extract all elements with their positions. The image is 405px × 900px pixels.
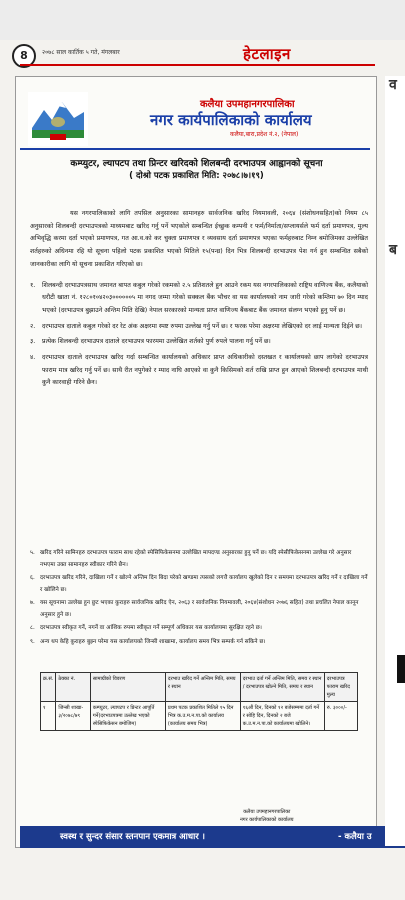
public-notice-box	[15, 76, 377, 848]
footer-banner	[20, 826, 405, 848]
tender-schedule-table	[40, 672, 358, 731]
footer-slogan: स्वस्थ र सुन्दर संसार स्तनपान एकमात्र आधार ।	[60, 832, 205, 842]
condition-item: ८. दरभाउपत्र स्वीकृत गर्ने, नगर्ने वा आंशिक रुपमा स्वीकृत गर्ने सम्पूर्ण अधिकार यस कार्यालयमा सुरक्षित रहने छ।	[30, 625, 262, 631]
table-header: दरभाउ खरिद गर्ने अन्तिम मिति, समय र स्थान	[165, 673, 240, 702]
condition-item: १. शिलबन्दी दरभाउपत्रसाथ जमानत बापत कबुल गरेको रकमको २.५ प्रतिशतले हुन आउने रकम यस नगरपालिकाको राष्ट्रिय वाणिज्य बैंक, कलैयाको धरौटी खाता नं. १२८०१०४२०३००००००५ मा नगद जम्मा गरेको सक्कल बैंक भौचर वा यस कार्यालयको नाम जारी गरेको कम्तिमा ७० दिन म्याद भएको (दरभाउपत्र बुझाउने अन्तिम मिति देखि) नेपाल सरकारको मान्यता प्राप्त वाणिज्य बैंकबाट बैंक जमानत संलग्न भएको हुनु पर्ने छ।	[30, 281, 368, 314]
table-cell: रु. ३०००/-	[324, 702, 357, 731]
table-cell: १	[41, 702, 56, 731]
table-header: क्र.सं.	[41, 673, 56, 702]
dateline: २०७८ साल कार्तिक ५ गते, मंगलबार	[42, 49, 120, 56]
notice-intro: यस नगरपालिकाको लागि तपसिल अनुसारका सामानहरु सार्वजनिक खरिद नियमावली, २०६४ (संशोधनसहित)को नियम ८५ अनुसारको शिलबन्दी दरभाउपत्रको माध्यमबाट खरिद गर्नु पर्ने भएकोले सम्बन्धित ईच्छुक कम्पनी र फर्म/निर्माता/सप्लायर्सले फर्म दर्ता प्रमाणपत्र, मुल्य अभिवृद्धि करमा दर्ता भएको प्रमाणपत्र, गत आ.व.को कर चुक्ता प्रमाणपत्र र व्यवसाय दर्ता प्रमाणपत्र भएका फर्महरुबाट निम्न बमोजिमका उल्लेखित शर्तहरुको अधिनमा रहि यो सूचना पहिलो पटक प्रकाशित भएको मितिले १५(पन्ध्र) दिन भित्र शिलबन्दी दरभाउपत्र पेश गर्न हुन सम्बन्धित सबैको जानकारीका लागि यो सूचना प्रकाशित गरिएको छ।	[30, 210, 368, 268]
adjacent-column-block	[397, 655, 405, 683]
condition-item: २. दरभाउपत्र दाताले कबुल गरेको दर रेट अंक अक्षरमा स्पष्ट रुपमा उल्लेख गर्नु पर्ने छ। र फरक परेमा अक्षरमा लेखिएको दर लाई मान्यता दिईने छ।	[30, 322, 363, 330]
table-cell: प्रथम पटक प्रकाशित मितिले १५ दिन भित्र क.उ.म.न.पा.को कार्यालय (कार्यालय समय भित्र)	[165, 702, 240, 731]
notice-subtitle: ( दोश्रो पटक प्रकाशित मिति: २०७८।७।१९)	[129, 171, 264, 181]
table-cell: जिन्सी शाखा- ३/२०७८/७९	[56, 702, 90, 731]
office-name: नगर कार्यपालिकाको कार्यालय	[150, 111, 312, 129]
table-header: सामाग्रीको विवरण	[90, 673, 165, 702]
table-row	[41, 702, 358, 731]
condition-item: ७. यस सूचनामा उल्लेख हुन छुट भएका कुराहरु सार्वजनिक खरिद ऐन, २०६३ र सार्वजनिक नियमावली, २०६४(संशोधन २०७६ सहित) तथा प्रचलित नेपाल कानून अनुसार हुने छ।	[30, 600, 359, 618]
condition-item: ९. अन्य थप केहि कुराहरु बुझ्न परेमा यस कार्यालयको जिन्सी शाखामा, कार्यालय समय भित्र सम्पर्क गर्न सकिने छ।	[30, 638, 266, 645]
notice-title: कम्प्युटर, ल्यापटप तथा प्रिन्टर खरिदको शिलबन्दी दरभाउपत्र आह्वानको सूचना	[70, 159, 323, 169]
footer-right-text: - कलैया उ	[338, 832, 372, 842]
table-cell: कम्प्युटर, ल्यापटप र प्रिन्टर आपूर्ति गर्ने(दरभाउपत्रमा उल्लेख भएको स्पेसिफिकेसन बमोजिम)	[90, 702, 165, 731]
table-header: ठेक्का नं.	[56, 673, 90, 702]
notice-body	[30, 208, 368, 393]
municipality-emblem-icon	[28, 92, 88, 146]
masthead-rule	[20, 64, 375, 66]
condition-item: ३. प्रत्येक शिलबन्दी दरभाउपत्र दाताले दरभाउपत्र फारममा उल्लेखित शर्तको पुर्ण रुपले पालना गर्नु पर्ने छ।	[30, 338, 271, 346]
table-cell: १६औं दिन, दिनको १२ बजेसम्ममा दर्ता गर्ने र सोहि दिन, दिनको २ बजे क.उ.म.न.पा.को कार्यालयमा खोलिने।	[240, 702, 324, 731]
adjacent-column-snippet: ब	[389, 242, 397, 258]
adjacent-column-heading: व	[389, 77, 397, 93]
table-header: दरभाउपत्र फाराम खरिद मुल्य	[324, 673, 357, 702]
signature-block: कलैया उपमहानगरपालिका नगर कार्यपालिकाको कार्यालय	[240, 809, 294, 823]
header-rule	[20, 148, 370, 150]
adjacent-column	[385, 76, 405, 846]
table-header: दरभाउ दर्ता गर्ने अन्तिम मिति, समय र स्थान / दरभाउपत्र खोल्ने मिति, समय र स्थान	[240, 673, 324, 702]
condition-item: ६. दरभाउपत्र खरिद गरिने, दाखिला गर्ने र खोल्ने अन्तिम दिन बिदा परेको खण्डमा त्यसको लगत्तै कार्यालय खुलेको दिन र समयमा दरभाउपत्र खरिद गर्ने र दाखिला गर्ने र खोलिने छ।	[30, 575, 368, 593]
condition-item: ५. खरिद गरिने सामिनहरु दरभाउपत्र फाराम साथ रहेको स्पेसिफिकेसनमा उल्लेखित मापदण्ड अनुसारका हुनु पर्ने छ। यदि स्पेसीफिकेसनमा उल्लेख गरे अनुसार नभएमा उक्त सामानहरु स्वीकार गरिने छैन।	[30, 550, 352, 568]
viewer-top-bar	[0, 0, 405, 40]
conditions-list	[30, 280, 368, 391]
office-address: कलैया,बारा,प्रदेश नं.२, (नेपाल)	[230, 131, 299, 138]
page-number-badge: 8	[12, 44, 36, 68]
additional-conditions	[30, 548, 368, 650]
condition-item: ४. दरभाउपत्र दाताले दरभाउपत्र खरिद गर्दा सम्बन्धित कार्यालयको अधिकार प्राप्त अधिकारीको दस्तखत र कार्यालयको छाप लागेको दरभाउपत्र फाराम मात्र खरिद गर्नु पर्ने छ। साथै रीत नपुगेको र म्याद नाघि आएको वा कुनै किसिमको शर्त राखि प्राप्त हुन आएको शिलबन्दी दरभाउपत्र माथी कुनै कारवाही गरिने छैन।	[30, 354, 368, 387]
org-name: कलैया उपमहानगरपालिका	[200, 99, 295, 110]
table-header-row	[41, 673, 358, 702]
newspaper-masthead: हेटलाइन	[243, 45, 291, 63]
